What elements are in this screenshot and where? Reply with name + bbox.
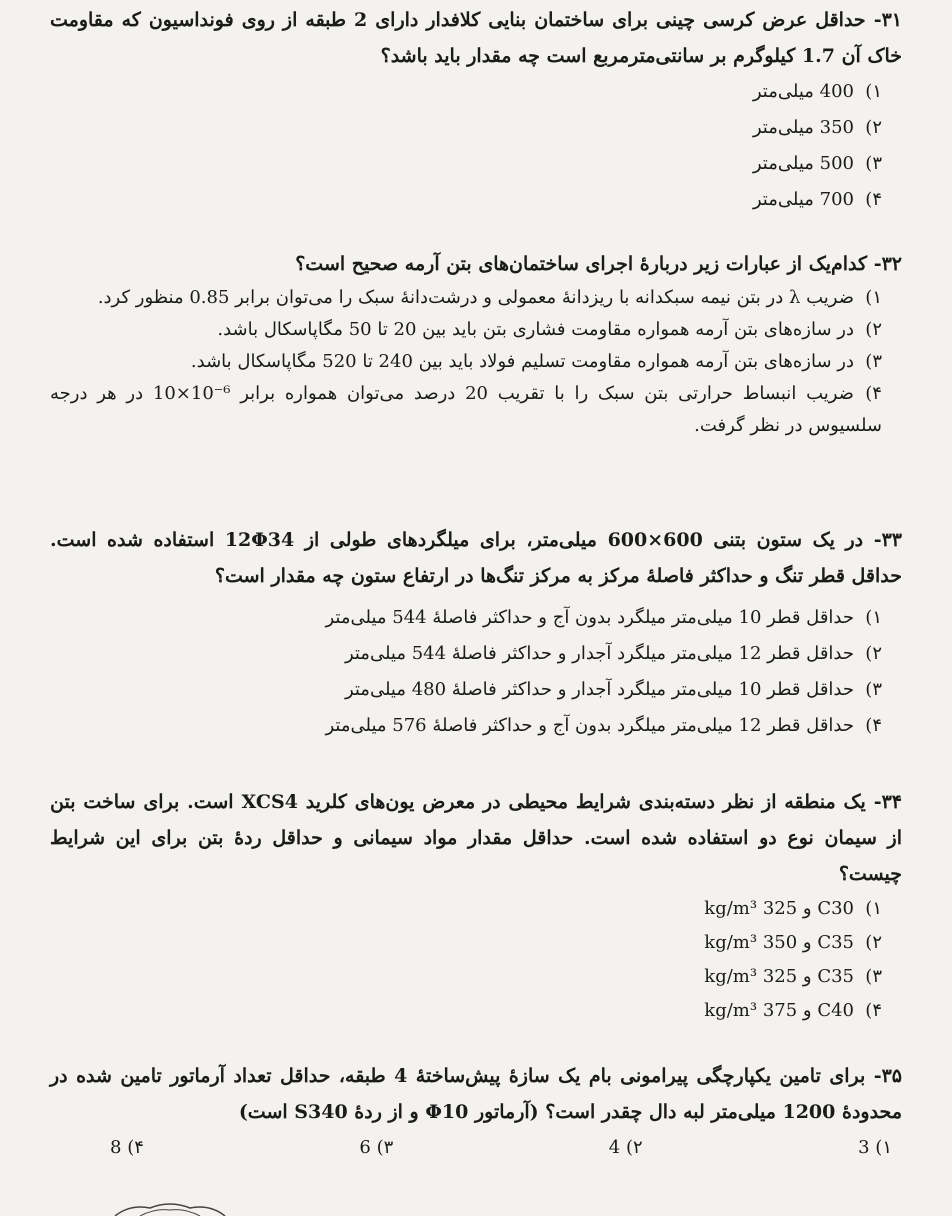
option-2[interactable]: ۲)C35 و 350 kg/m³: [704, 932, 882, 953]
question-number: ۳۴-: [873, 791, 902, 813]
question-number: ۳۳-: [873, 529, 902, 551]
question-number: ۳۵-: [873, 1065, 902, 1087]
question-35: [50, 1058, 902, 1166]
option-1[interactable]: ۱)ضریب λ در بتن نیمه سبکدانه با ریزدانهٔ معمولی و درشت‌دانهٔ سبک را می‌توان برابر 0.85 منظور کرد.: [97, 287, 882, 308]
option-4[interactable]: ۴)700 میلی‌متر: [752, 189, 882, 210]
question-33: [50, 522, 902, 744]
option-4[interactable]: ۴)ضریب انبساط حرارتی بتن سبک را با تقریب 20 درصد می‌توان همواره برابر ‎10×10⁻⁶‎ در هر درجه سلسیوس در نظر گرفت.: [50, 383, 882, 436]
options-list: [50, 600, 882, 744]
question-32-stem: [50, 246, 902, 282]
option-3[interactable]: ۳)حداقل قطر 10 میلی‌متر میلگرد آجدار و حداکثر فاصلهٔ 480 میلی‌متر: [344, 679, 882, 700]
option-1[interactable]: ۱)400 میلی‌متر: [752, 81, 882, 102]
option-2[interactable]: ۲) 4: [608, 1137, 643, 1158]
option-4[interactable]: ۴)حداقل قطر 12 میلی‌متر میلگرد بدون آج و حداکثر فاصلهٔ 576 میلی‌متر: [325, 715, 882, 736]
option-1[interactable]: ۱)حداقل قطر 10 میلی‌متر میلگرد بدون آج و حداکثر فاصلهٔ 544 میلی‌متر: [325, 607, 882, 628]
question-text: کدام‌یک از عبارات زیر دربارهٔ اجرای ساختمان‌های بتن آرمه صحیح است؟: [295, 253, 868, 275]
options-list: [50, 892, 882, 1028]
ornament-icon: [110, 1202, 230, 1216]
question-31-stem: [50, 2, 902, 74]
question-number: ۳۱-: [873, 9, 902, 31]
option-2[interactable]: ۲)در سازه‌های بتن آرمه همواره مقاومت فشاری بتن باید بین 20 تا 50 مگاپاسکال باشد.: [217, 319, 882, 340]
option-3[interactable]: ۳)500 میلی‌متر: [752, 153, 882, 174]
options-row: [50, 1130, 902, 1166]
option-1[interactable]: ۱) 3: [858, 1137, 892, 1158]
question-text: برای تامین یکپارچگی پیرامونی بام یک سازهٔ پیش‌ساختهٔ 4 طبقه، حداقل تعداد آرماتور تامین شده در محدودهٔ 1200 میلی‌متر لبه دال چقدر است؟ (آرماتور Φ10 و از ردهٔ S340 است): [50, 1065, 902, 1123]
question-text: در یک ستون بتنی 600×600 میلی‌متر، برای میلگردهای طولی از 12Φ34 استفاده شده است. حداقل قطر تنگ و حداکثر فاصلهٔ مرکز به مرکز تنگ‌ها در ارتفاع ستون چه مقدار است؟: [50, 529, 902, 587]
question-33-stem: [50, 522, 902, 594]
question-34: [50, 784, 902, 1028]
options-list: [50, 282, 882, 442]
question-number: ۳۲-: [873, 253, 902, 275]
option-2[interactable]: ۲)حداقل قطر 12 میلی‌متر میلگرد آجدار و حداکثر فاصلهٔ 544 میلی‌متر: [344, 643, 882, 664]
option-4[interactable]: ۴) 8: [110, 1137, 144, 1158]
option-2[interactable]: ۲)350 میلی‌متر: [752, 117, 882, 138]
option-3[interactable]: ۳)در سازه‌های بتن آرمه همواره مقاومت تسلیم فولاد باید بین 240 تا 520 مگاپاسکال باشد.: [190, 351, 882, 372]
option-3[interactable]: ۳)C35 و 325 kg/m³: [704, 966, 882, 987]
question-text: یک منطقه از نظر دسته‌بندی شرایط محیطی در معرض یون‌های کلرید XCS4 است. برای ساخت بتن از سیمان نوع دو استفاده شده است. حداقل مقدار مواد سیمانی و حداقل ردهٔ بتن برای این شرایط چیست؟: [50, 791, 902, 885]
options-list: [50, 74, 882, 218]
question-35-stem: [50, 1058, 902, 1130]
question-32: [50, 246, 902, 442]
question-34-stem: [50, 784, 902, 892]
question-31: [50, 2, 902, 218]
option-4[interactable]: ۴)C40 و 375 kg/m³: [704, 1000, 882, 1021]
option-1[interactable]: ۱)C30 و 325 kg/m³: [704, 898, 882, 919]
question-text: حداقل عرض کرسی چینی برای ساختمان بنایی کلافدار دارای 2 طبقه از روی فونداسیون که مقاومت خاک آن 1.7 کیلوگرم بر سانتی‌مترمربع است چه مقدار باید باشد؟: [50, 9, 902, 67]
option-3[interactable]: ۳) 6: [359, 1137, 394, 1158]
